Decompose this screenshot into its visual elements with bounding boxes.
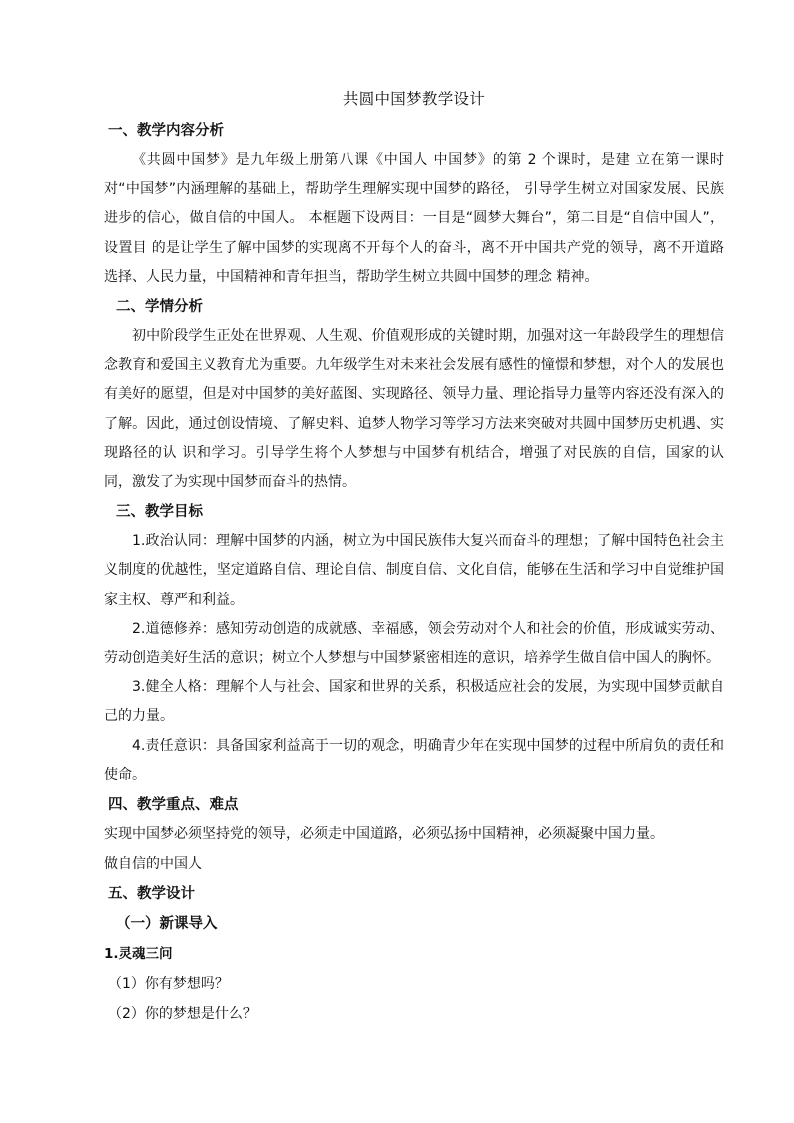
section-heading-key-points: 四、教学重点、难点 [108,797,239,814]
subsection-heading-three-questions: 1.灵魂三问 [104,946,173,963]
paragraph-content-analysis: 《共圆中国梦》是九年级上册第八课《中国人 中国梦》的第 2 个课时，是建 立在第一课时对“中国梦”内涵理解的基础上，帮助学生理解实现中国梦的路径， 引导学生树立对国家发展、民族进步的信心，做自信的中国人。 本框题下设两目：一目是“圆梦大舞台”，第二目是“自信中国人”，设置目 的是让学生了解中国梦的实现离不开每个人的奋斗，离不开中国共产党的领导，离不开道路选择、人民力量，中国精神和青年担当，帮助学生树立共圆中国梦的理念 精神。 [104,152,724,285]
key-point-line: 做自信的中国人 [104,855,202,872]
document-title: 共圆中国梦教学设计 [342,90,486,108]
goal-item: 3.健全人格：理解个人与社会、国家和世界的关系，积极适应社会的发展，为实现中国梦贡献自己的力量。 [104,679,724,725]
paragraph-student-analysis: 初中阶段学生正处在世界观、人生观、价值观形成的关键时期，加强对这一年龄段学生的理想信念教育和爱国主义教育尤为重要。九年级学生对未来社会发展有感性的憧憬和梦想，对个人的发展也有美好的愿望，但是对中国梦的美好蓝图、实现路径、领导力量、理论指导力量等内容还没有深入的了解。因此，通过创设情境、了解史料、追梦人物学习等学习方法来突破对共圆中国梦历史机遇、实现路径的认 识和学习。引导学生将个人梦想与中国梦有机结合，增强了对民族的自信，国家的认同，激发了为实现中国梦而奋斗的热情。 [104,328,724,491]
question-line: （2）你的梦想是什么？ [108,1006,257,1023]
question-line: （1）你有梦想吗？ [108,976,229,993]
goal-item: 4.责任意识：具备国家利益高于一切的观念，明确青少年在实现中国梦的过程中所肩负的责任和使命。 [104,737,724,783]
goal-item: 1.政治认同：理解中国梦的内涵，树立为中国民族伟大复兴而奋斗的理想；了解中国特色社会主义制度的优越性，坚定道路自信、理论自信、制度自信、文化自信，能够在生活和学习中自觉维护国家主权、尊严和利益。 [104,533,724,608]
key-point-line: 实现中国梦必须坚持党的领导，必须走中国道路，必须弘扬中国精神，必须凝聚中国力量。 [104,826,664,843]
subsection-heading-intro: （一）新课导入 [116,916,218,933]
section-heading-teaching-design: 五、教学设计 [108,886,195,903]
section-heading-student-analysis: 二、学情分析 [116,299,203,316]
section-heading-content-analysis: 一、教学内容分析 [108,123,224,139]
section-heading-teaching-goals: 三、教学目标 [116,504,203,521]
goal-item: 2.道德修养：感知劳动创造的成就感、幸福感，领会劳动对个人和社会的价值，形成诚实劳动、劳动创造美好生活的意识；树立个人梦想与中国梦紧密相连的意识，培养学生做自信中国人的胸怀。 [104,620,724,667]
document-body [104,84,724,1029]
